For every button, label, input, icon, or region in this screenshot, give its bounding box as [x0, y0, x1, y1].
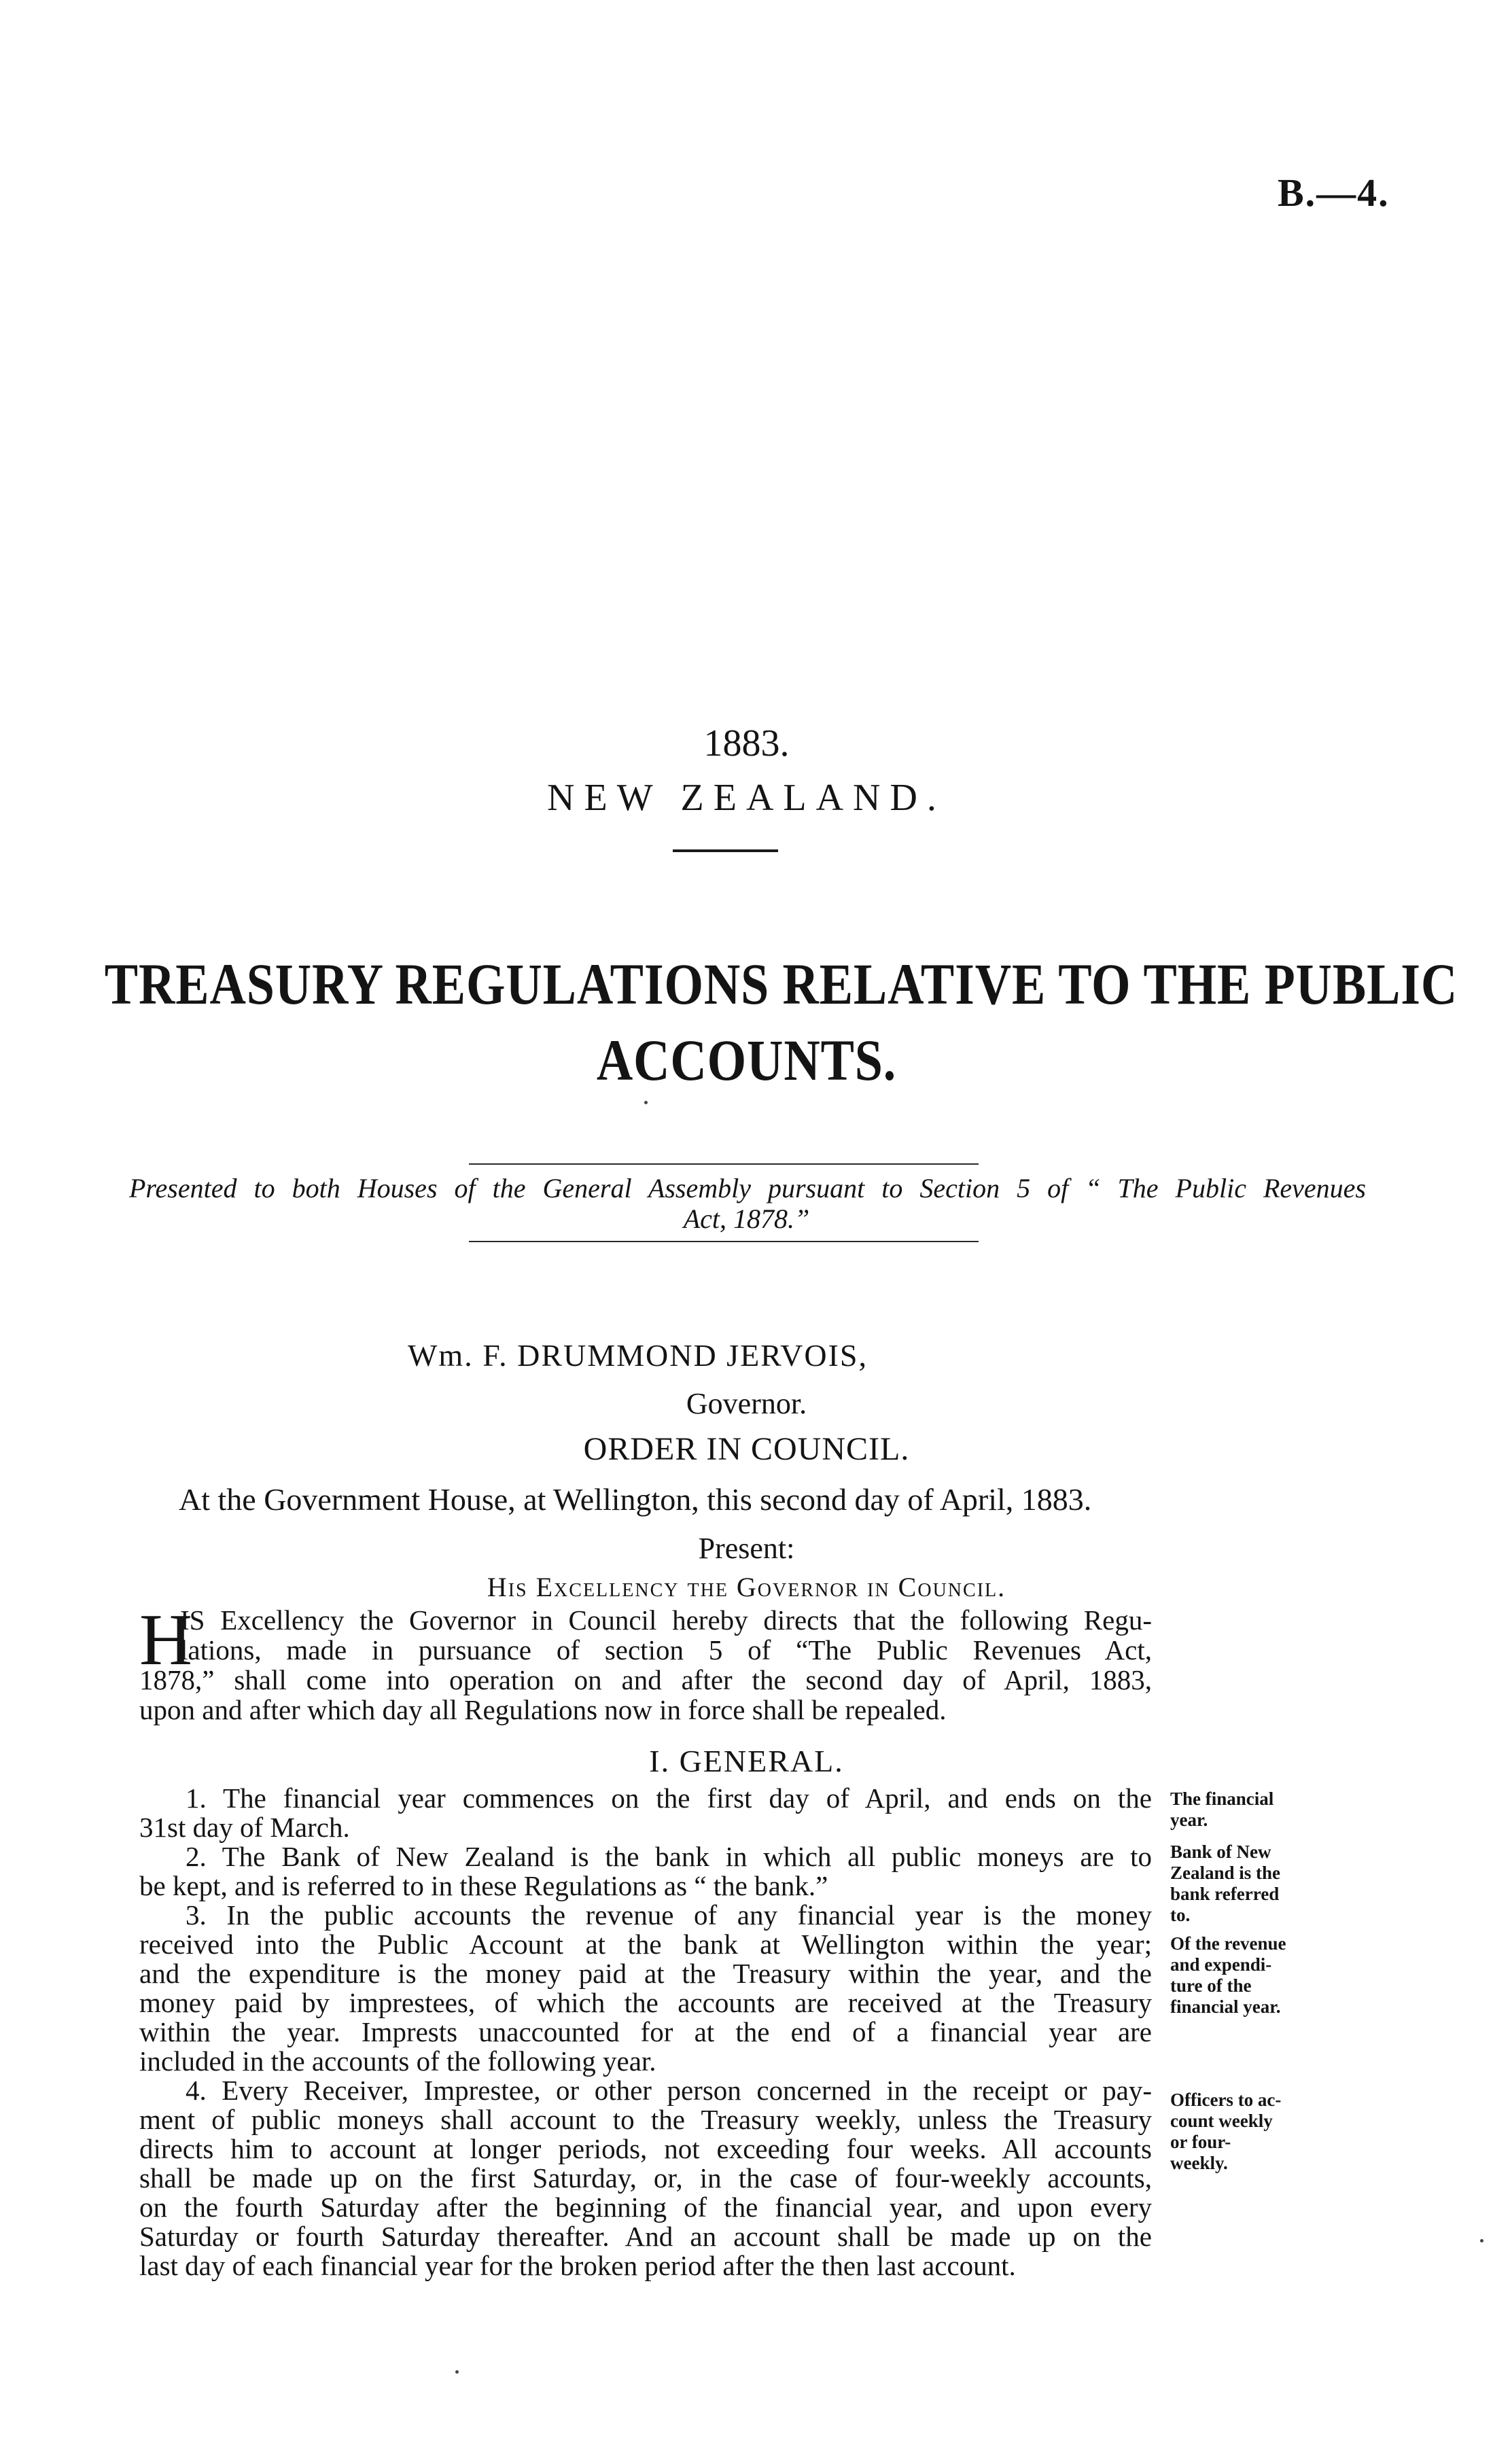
sidenote-line: Of the revenue — [1170, 1933, 1286, 1954]
drop-cap: H — [139, 1600, 192, 1680]
intro-line: upon and after which day all Regulations now in force shall be repealed. — [139, 1694, 947, 1725]
sidenote-bank — [1170, 1842, 1320, 1926]
body-line: ment of public moneys shall account to the Treasury weekly, unless the Treasury — [139, 2104, 1152, 2135]
paper-speck — [455, 2370, 459, 2374]
presented-rule-bottom — [469, 1241, 979, 1242]
intro-line: lations, made in pursuance of section 5 of “The Public Revenues Act, — [180, 1634, 1152, 1666]
sidenote-line: Zealand is the — [1170, 1863, 1281, 1883]
document-year: 1883. — [703, 722, 790, 764]
body-line: on the fourth Saturday after the beginning of the financial year, and upon every — [139, 2192, 1152, 2223]
intro-line: IS Excellency the Governor in Council hereby directs that the following Regu- — [180, 1604, 1152, 1636]
body-line: be kept, and is referred to in these Regulations as “ the bank.” — [139, 1870, 828, 1901]
body-line: received into the Public Account at the bank at Wellington within the year; — [139, 1929, 1152, 1960]
order-heading: ORDER IN COUNCIL. — [583, 1431, 910, 1467]
sidenote-line: or four- — [1170, 2132, 1231, 2152]
body-line: and the expenditure is the money paid at the Treasury within the year, and the — [139, 1958, 1152, 1989]
body-line: 4. Every Receiver, Imprestee, or other person concerned in the receipt or pay- — [186, 2075, 1152, 2106]
presented-line-1: Presented to both Houses of the General Assembly pursuant to Section 5 of “ The Public Revenues — [129, 1173, 1366, 1203]
sidenote-line: financial year. — [1170, 1996, 1281, 2017]
sidenote-line: count weekly — [1170, 2111, 1273, 2131]
sidenote-line: to. — [1170, 1905, 1191, 1925]
document-reference: B.—4. — [1278, 171, 1390, 215]
body-line: 2. The Bank of New Zealand is the bank in which all public moneys are to — [186, 1841, 1152, 1872]
sidenote-revenue — [1170, 1933, 1320, 2018]
document-title-line-1: TREASURY REGULATIONS RELATIVE TO THE PUBLIC — [104, 951, 1458, 1017]
paper-speck — [1480, 2239, 1483, 2242]
intro-line: 1878,” shall come into operation on and after the second day of April, 1883, — [139, 1664, 1152, 1695]
body-line: 1. The financial year commences on the first day of April, and ends on the — [186, 1782, 1152, 1814]
body-line: shall be made up on the first Saturday, or, in the case of four-weekly accounts, — [139, 2162, 1152, 2194]
body-line: 3. In the public accounts the revenue of any financial year is the money — [186, 1899, 1152, 1931]
sidenote-line: and expendi- — [1170, 1954, 1272, 1975]
section-body — [139, 1784, 1152, 2281]
intro-paragraph — [139, 1600, 1152, 1725]
governor-name: Wm. F. DRUMMOND JERVOIS, — [408, 1338, 868, 1373]
council-line: His Excellency the Governor in Council. — [487, 1572, 1006, 1602]
body-line: last day of each financial year for the broken period after the then last account. — [139, 2250, 1016, 2281]
paper-speck — [644, 1101, 648, 1104]
section-heading: I. GENERAL. — [649, 1744, 844, 1778]
heading-rule — [673, 849, 778, 852]
presented-rule-top — [469, 1163, 979, 1165]
body-line: within the year. Imprests unaccounted for at the end of a financial year are — [139, 2016, 1152, 2047]
sidenote-financial-year — [1170, 1789, 1320, 1831]
sidenote-line: year. — [1170, 1810, 1208, 1830]
sidenote-line: weekly. — [1170, 2153, 1228, 2173]
country-heading: NEW ZEALAND. — [547, 777, 946, 819]
present-label: Present: — [698, 1532, 795, 1565]
sidenote-line: Officers to ac- — [1170, 2090, 1282, 2110]
body-line: 31st day of March. — [139, 1812, 350, 1843]
sidenote-line: ture of the — [1170, 1975, 1252, 1996]
body-line: directs him to account at longer periods, not exceeding four weeks. All accounts — [139, 2133, 1152, 2164]
sidenote-line: The financial — [1170, 1789, 1274, 1809]
document-title-line-2: ACCOUNTS. — [596, 1027, 897, 1093]
body-line: Saturday or fourth Saturday thereafter. And an account shall be made up on the — [139, 2221, 1152, 2252]
sidenote-line: Bank of New — [1170, 1842, 1271, 1862]
governor-title: Governor. — [686, 1387, 807, 1420]
body-line: included in the accounts of the following year. — [139, 2045, 656, 2077]
sidenote-officers — [1170, 2090, 1320, 2174]
body-line: money paid by imprestees, of which the accounts are received at the Treasury — [139, 1987, 1152, 2018]
presented-line-2: Act, 1878.” — [683, 1203, 810, 1234]
sidenote-line: bank referred — [1170, 1884, 1280, 1904]
order-place-date: At the Government House, at Wellington, this second day of April, 1883. — [179, 1482, 1092, 1517]
